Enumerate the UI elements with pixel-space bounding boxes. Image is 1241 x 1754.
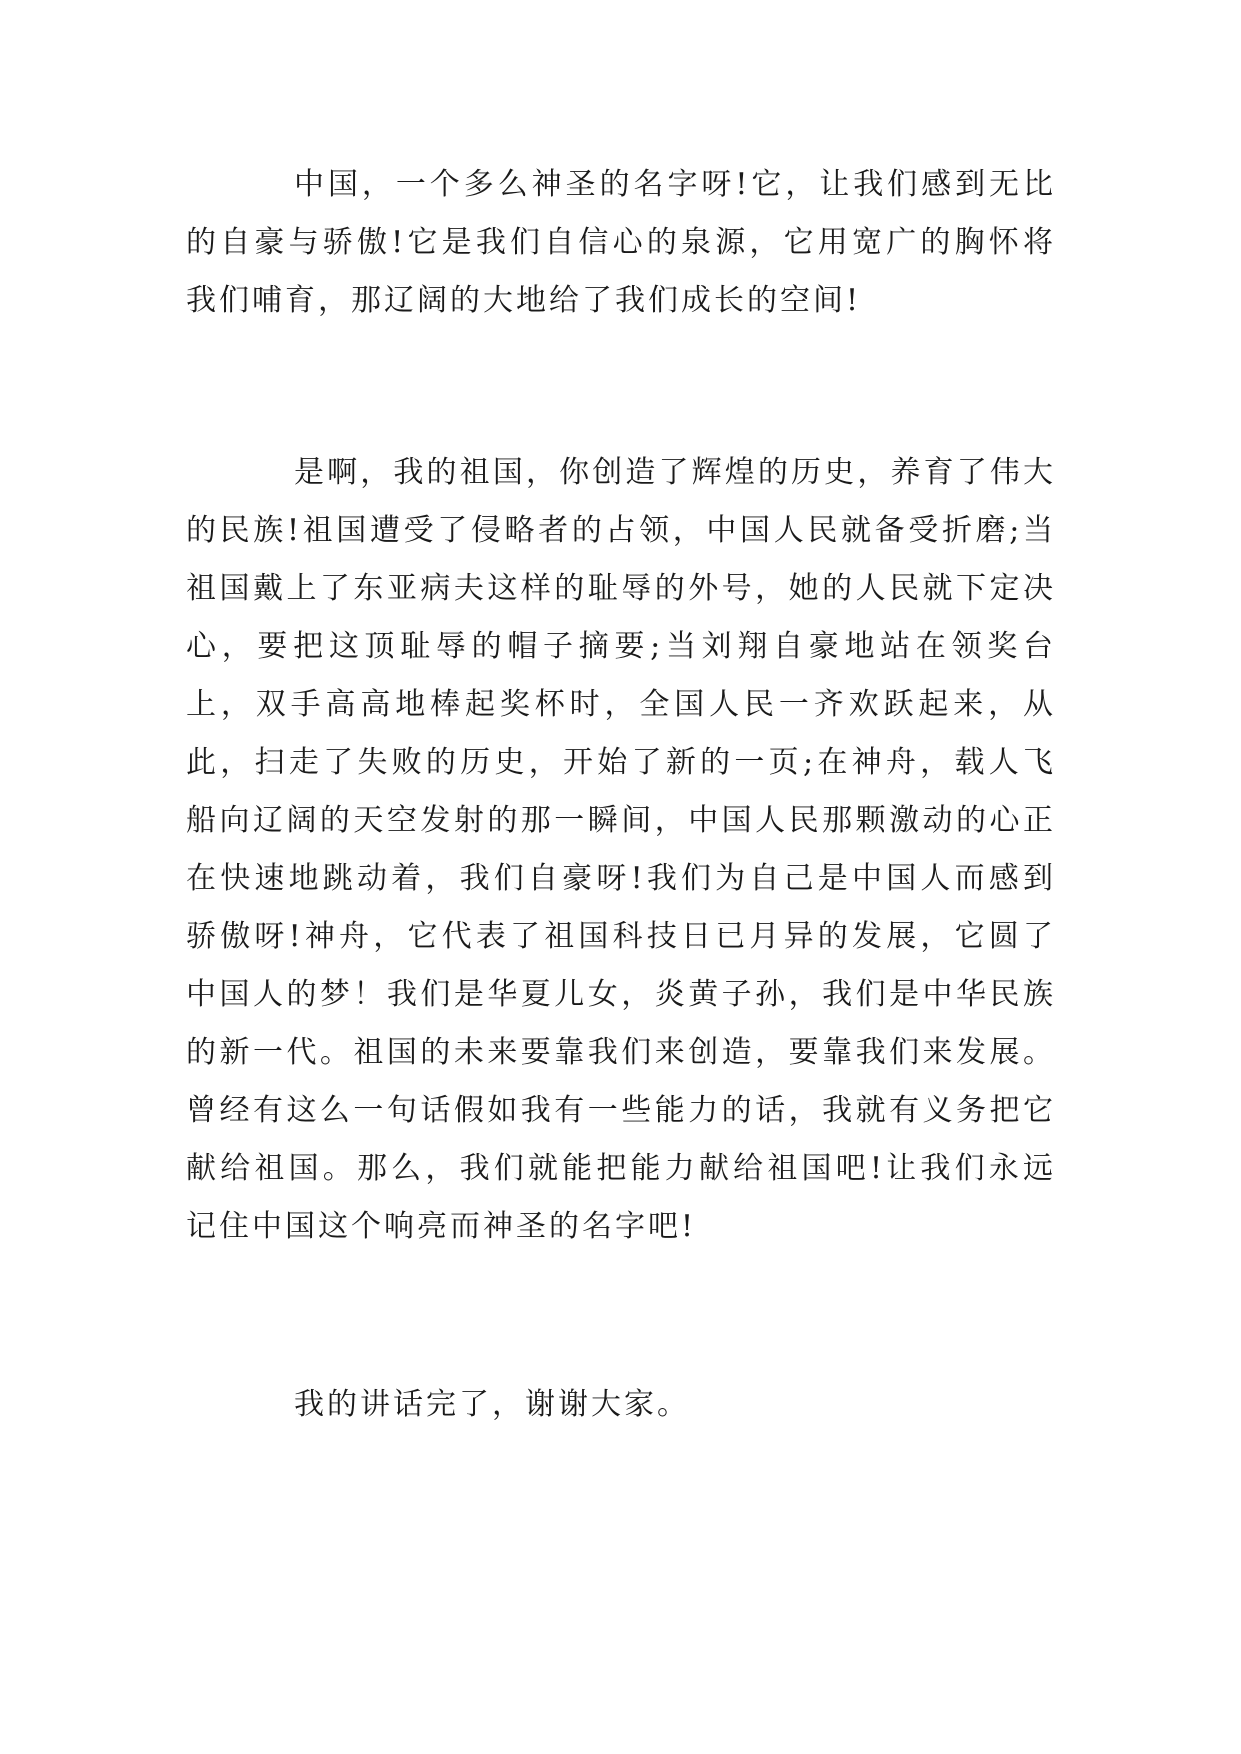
paragraph-intro: 中国，一个多么神圣的名字呀!它，让我们感到无比的自豪与骄傲!它是我们自信心的泉源，它用宽广的胸怀将我们哺育，那辽阔的大地给了我们成长的空间!	[186, 167, 1056, 318]
paragraph-closing: 我的讲话完了，谢谢大家。	[294, 1387, 690, 1422]
paragraph-body: 是啊，我的祖国，你创造了辉煌的历史，养育了伟大的民族!祖国遭受了侵略者的占领，中国人民就备受折磨;当祖国戴上了东亚病夫这样的耻辱的外号，她的人民就下定决心，要把这顶耻辱的帽子摘要;当刘翔自豪地站在领奖台上，双手高高地棒起奖杯时，全国人民一齐欢跃起来，从此，扫走了失败的历史，开始了新的一页;在神舟，载人飞船向辽阔的天空发射的那一瞬间，中国人民那颗激动的心正在快速地跳动着，我们自豪呀!我们为自己是中国人而感到骄傲呀!神舟，它代表了祖国科技日已月异的发展，它圆了中国人的梦！我们是华夏儿女，炎黄子孙，我们是中华民族的新一代。祖国的未来要靠我们来创造，要靠我们来发展。曾经有这么一句话假如我有一些能力的话，我就有义务把它献给祖国。那么，我们就能把能力献给祖国吧!让我们永远记住中国这个响亮而神圣的名字吧!	[186, 455, 1056, 1244]
